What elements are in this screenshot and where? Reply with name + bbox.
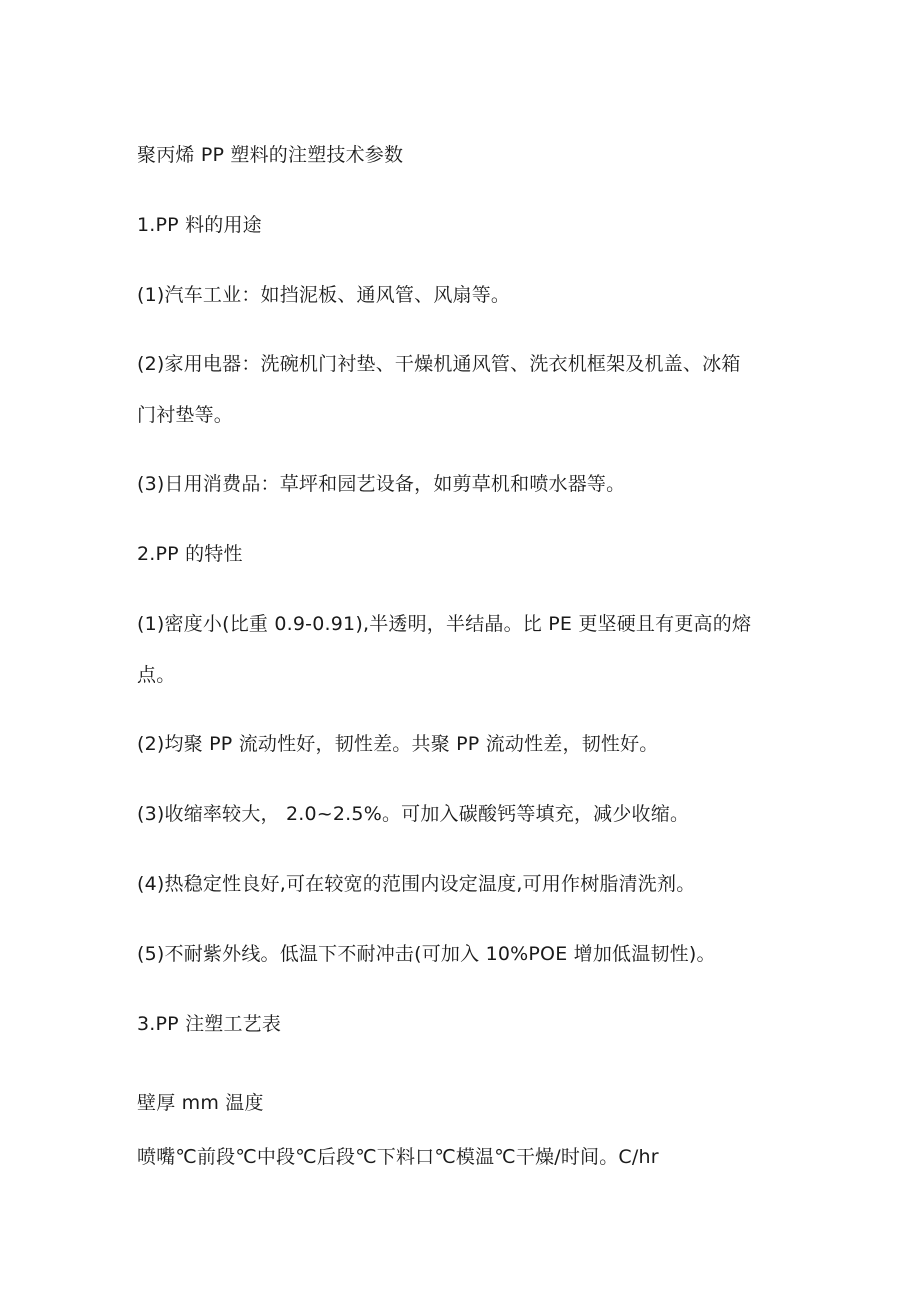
uses-item-consumer: (3)日用消费品：草坪和园艺设备，如剪草机和喷水器等。 bbox=[137, 473, 626, 495]
uses-item-automotive: (1)汽车工业：如挡泥板、通风管、风扇等。 bbox=[137, 284, 511, 306]
process-table-header-line1: 壁厚 mm 温度 bbox=[137, 1092, 264, 1114]
property-item-shrinkage: (3)收缩率较大， 2.0~2.5%。可加入碳酸钙等填充，减少收缩。 bbox=[137, 803, 690, 825]
property-item-flow: (2)均聚 PP 流动性好，韧性差。共聚 PP 流动性差，韧性好。 bbox=[137, 733, 659, 755]
document-title: 聚丙烯 PP 塑料的注塑技术参数 bbox=[137, 144, 404, 166]
property-item-density-line2: 点。 bbox=[137, 664, 176, 686]
section-heading-process-table: 3.PP 注塑工艺表 bbox=[137, 1013, 282, 1035]
uses-item-appliances-line2: 门衬垫等。 bbox=[137, 404, 234, 426]
section-heading-uses: 1.PP 料的用途 bbox=[137, 214, 262, 236]
section-heading-properties: 2.PP 的特性 bbox=[137, 543, 243, 565]
property-item-density-line1: (1)密度小(比重 0.9-0.91),半透明，半结晶。比 PE 更坚硬且有更高的熔 bbox=[137, 613, 752, 635]
property-item-uv: (5)不耐紫外线。低温下不耐冲击(可加入 10%POE 增加低温韧性)。 bbox=[137, 943, 716, 965]
process-table-header-line2: 喷嘴℃前段℃中段℃后段℃下料口℃模温℃干燥/时间。C/hr bbox=[137, 1146, 659, 1168]
uses-item-appliances-line1: (2)家用电器：洗碗机门衬垫、干燥机通风管、洗衣机框架及机盖、冰箱 bbox=[137, 353, 741, 375]
property-item-thermal: (4)热稳定性良好,可在较宽的范围内设定温度,可用作树脂清洗剂。 bbox=[137, 873, 696, 895]
